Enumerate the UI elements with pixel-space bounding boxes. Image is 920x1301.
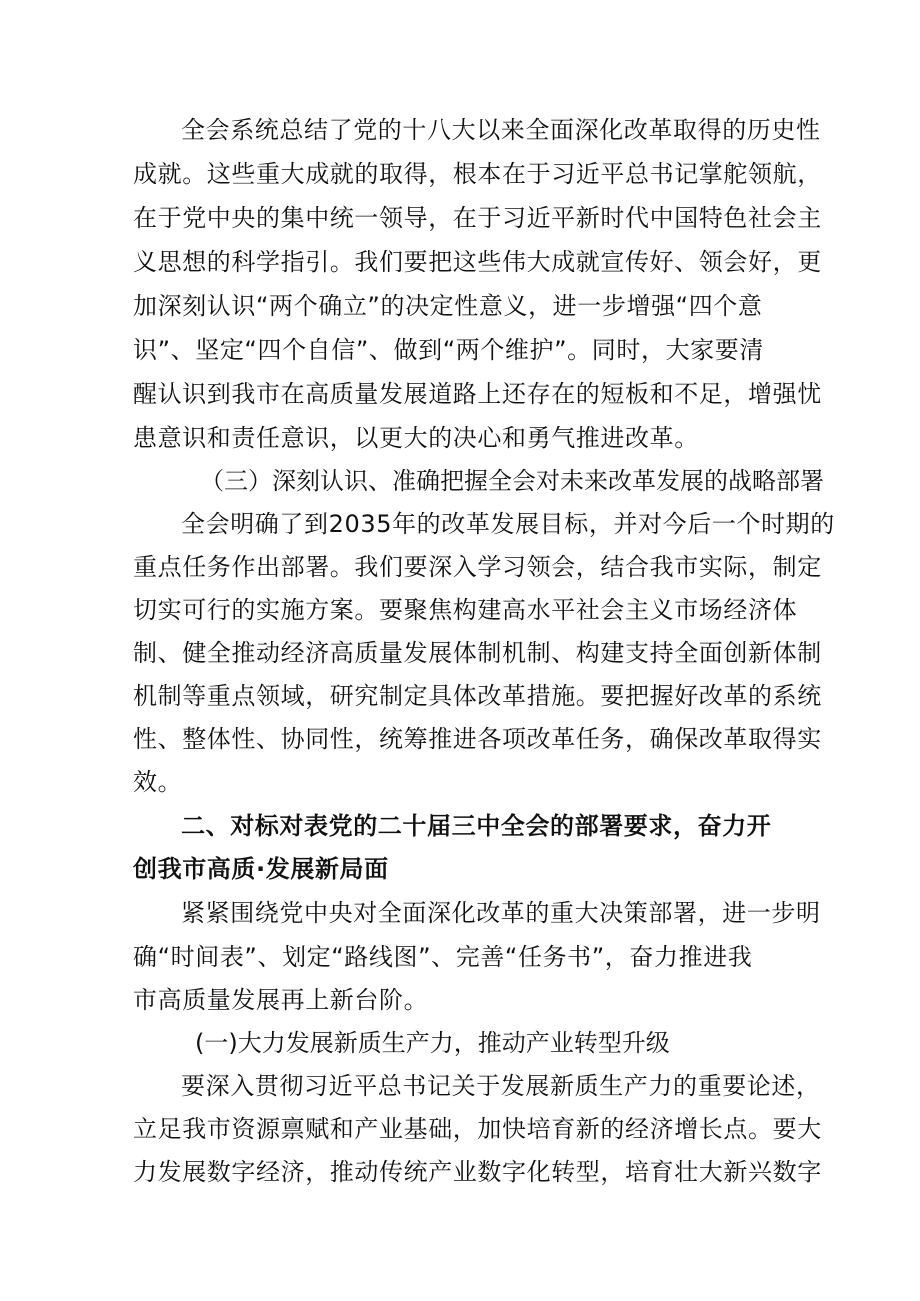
text-line: 效。	[133, 768, 183, 796]
text-line: 识”、坚定“四个自信”、做到“两个维护”。同时，大家要清	[133, 336, 764, 364]
text-line: 患意识和责任意识，以更大的决心和勇气推进改革。	[133, 424, 699, 452]
heading-line: 创我市高质·发展新局面	[133, 855, 389, 883]
text-line: 要深入贯彻习近平总书记关于发展新质生产力的重要论述，	[181, 1072, 821, 1100]
text-line: 义思想的科学指引。我们要把这些伟大成就宣传好、领会好，更	[133, 248, 822, 276]
text-line: 性、整体性、协同性，统筹推进各项改革任务，确保改革取得实	[133, 725, 822, 753]
text-line: 机制等重点领域，研究制定具体改革措施。要把握好改革的系统	[133, 682, 822, 710]
text-line: 力发展数字经济，推动传统产业数字化转型，培育壮大新兴数字	[133, 1158, 822, 1186]
text-line: 市高质量发展再上新台阶。	[133, 986, 429, 1014]
text-line: 在于党中央的集中统一领导，在于习近平新时代中国特色社会主	[133, 204, 822, 232]
subheading-three: （三）深刻认识、准确把握全会对未来改革发展的战略部署	[200, 467, 824, 495]
text-line: 紧紧围绕党中央对全面深化改革的重大决策部署，进一步明	[181, 899, 821, 927]
text-line: 全会系统总结了党的十八大以来全面深化改革取得的历史性	[181, 116, 821, 144]
subheading-one: (一)大力发展新质生产力，推动产业转型升级	[195, 1029, 670, 1057]
text-line: 立足我市资源禀赋和产业基础，加快培育新的经济增长点。要大	[133, 1115, 822, 1143]
text-line: 成就。这些重大成就的取得，根本在于习近平总书记掌舵领航，	[133, 160, 822, 188]
text-line: 加深刻认识“两个确立”的决定性意义，进一步增强“四个意	[133, 292, 763, 320]
text-line: 确“时间表”、划定“路线图”、完善“任务书”，奋力推进我	[133, 943, 753, 971]
heading-line: 二、对标对表党的二十届三中全会的部署要求，奋力开	[181, 812, 772, 840]
text-line: 全会明确了到2035年的改革发展目标，并对今后一个时期的	[181, 510, 835, 538]
text-line: 制、健全推动经济高质量发展体制机制、构建支持全面创新体制	[133, 639, 822, 667]
text-line: 醒认识到我市在高质量发展道路上还存在的短板和不足，增强忧	[133, 380, 822, 408]
text-line: 切实可行的实施方案。要聚焦构建高水平社会主义市场经济体	[133, 596, 798, 624]
text-line: 重点任务作出部署。我们要深入学习领会，结合我市实际，制定	[133, 553, 822, 581]
